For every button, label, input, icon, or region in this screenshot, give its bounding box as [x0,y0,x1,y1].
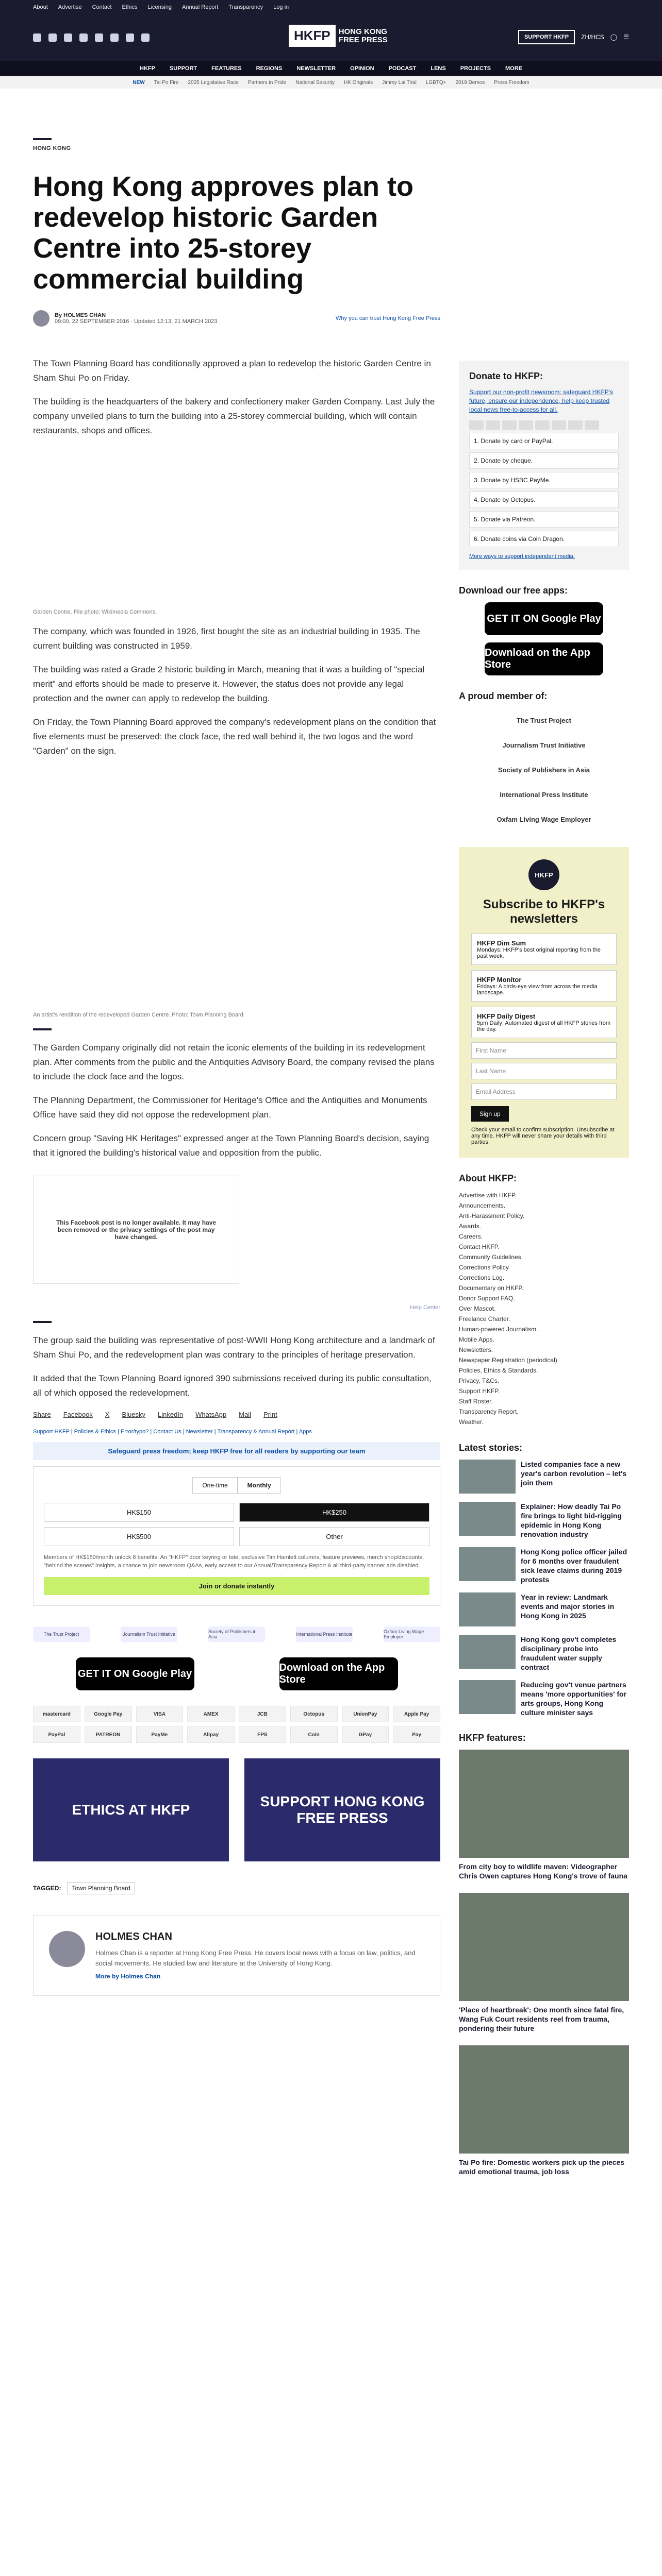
share-mail[interactable]: Mail [239,1411,251,1418]
util-login[interactable]: Log in [273,4,289,10]
header-actions [518,30,629,44]
sidebar-donate-text[interactable]: Support our non-profit newsroom: safeguard HKFP's future, ensure our independence, help keep trusted local news free-to-access for all. [469,388,614,413]
subnav-item[interactable]: HK Originals [343,79,373,86]
card-icon [486,420,500,430]
onetime-option[interactable]: One-time [192,1477,237,1494]
publish-date: 09:00, 22 SEPTEMBER 2016 · Updated 12:13, 21 MARCH 2023 [55,318,218,325]
feature-image[interactable] [459,2045,629,2154]
amex-icon: AMEX [187,1706,235,1722]
story-title[interactable]: Explainer: How deadly Tai Po fire brings to light bid-rigging epidemic in Hong Kong renovation industry [521,1502,622,1538]
divider [33,1028,52,1030]
paragraph: It added that the Town Planning Board ignored 390 submissions received during its public consultation, all of which opposed the redevelopment. [33,1374,432,1398]
sopa-logo[interactable]: Society of Publishers in Asia [208,1626,265,1642]
amount-option[interactable]: HK$500 [44,1527,234,1546]
trust-project-logo[interactable]: The Trust Project [516,716,572,724]
card-icon [535,420,550,430]
image-caption: An artist's rendition of the redeveloped Garden Centre. Photo: Town Planning Board. [33,1012,245,1018]
coin-icon: Coin [290,1726,338,1743]
jti-logo[interactable]: Journalism Trust Initiative [502,741,586,749]
about-link[interactable]: Privacy, T&Cs. [459,1377,500,1384]
story-thumbnail [459,1547,516,1581]
donate-option[interactable]: 1. Donate by card or PayPal. [469,433,619,449]
card-icon [552,420,566,430]
member-badges [33,1626,440,1642]
paragraph: The building is the headquarters of the bakery and confectionery maker Garden Company. Last July the company unveiled plans to turn the building into a 25-storey commercial building, which will contain restaurants, shops and offices. [33,397,435,435]
newsletter-option[interactable]: HKFP Dim Sum Mondays: HKFP's best original reporting from the past week. [471,934,617,965]
about-link[interactable]: Mobile Apps. [459,1336,494,1343]
subnav-item[interactable]: LGBTQ+ [425,79,446,86]
octopus-icon: Octopus [290,1706,338,1722]
feature-title[interactable]: Tai Po fire: Domestic workers pick up the pieces amid emotional trauma, job loss [459,2158,625,2176]
payme-icon: PayMe [136,1726,184,1743]
feature-image[interactable] [459,1750,629,1858]
donate-option[interactable]: 6. Donate coins via Coin Dragon. [469,531,619,547]
card-icon [519,420,533,430]
logo-mark: HKFP [289,25,336,47]
nav-features[interactable]: FEATURES [211,65,242,72]
about-link[interactable]: Advertise with HKFP. [459,1192,517,1199]
feature-image[interactable] [459,1893,629,2001]
app-store-button[interactable]: Download on the App Store [279,1657,398,1690]
subnav-item[interactable]: Tai Po Fire [154,79,179,86]
share-facebook[interactable]: Facebook [63,1411,93,1418]
story-item[interactable] [459,1547,629,1584]
story-item[interactable] [459,1635,629,1672]
latest-stories [459,1443,629,1717]
subnav-item[interactable]: Jimmy Lai Trial [382,79,417,86]
subnav-item[interactable]: 2025 Legislative Race [188,79,239,86]
util-annual-report[interactable]: Annual Report [181,4,219,10]
sidebar-members [459,691,629,832]
gpay-icon: GPay [342,1726,389,1743]
support-promo[interactable]: SUPPORT HONG KONG FREE PRESS [244,1758,440,1861]
about-link[interactable]: Anti-Harassment Policy. [459,1212,525,1219]
share-label: Share [33,1411,51,1418]
paragraph: On Friday, the Town Planning Board approved the company's redevelopment plans on the condition that five elements must be preserved: the clock face, the red wall behind it, the two logos and the word "Garden" on the sign. [33,717,436,756]
story-item[interactable] [459,1592,629,1626]
divider [33,138,52,140]
about-link[interactable]: Transparency Report. [459,1408,519,1415]
hkfp-features [459,1733,629,2176]
story-title[interactable]: Listed companies face a new year's carbon revolution – let's join them [521,1460,627,1487]
amount-option[interactable]: HK$150 [44,1503,234,1522]
jti-logo[interactable]: Journalism Trust Initiative [121,1626,177,1642]
author-bio: Holmes Chan is a reporter at Hong Kong Free Press. He covers local news with a focus on law, politics, and social movements. He studied law and literature at the University of Hong Kong. [95,1949,416,1967]
donate-widget [33,1466,440,1606]
site-logo[interactable] [289,25,388,47]
share-linkedin[interactable]: LinkedIn [158,1411,184,1418]
subnav-item[interactable]: National Security [295,79,335,86]
paypal-icon: PayPal [33,1726,80,1743]
donate-option[interactable]: 5. Donate via Patreon. [469,511,619,528]
threads-icon[interactable] [79,33,88,42]
instagram-icon[interactable] [64,33,72,42]
share-bar [33,1411,440,1418]
card-icons [469,420,619,430]
facebook-icon[interactable] [33,33,41,42]
subnav-item[interactable]: Partners in Pride [247,79,287,86]
donate-banner[interactable]: Safeguard press freedom; keep HKFP free for all readers by supporting our team [33,1442,440,1460]
util-contact[interactable]: Contact [92,4,112,10]
story-item[interactable] [459,1502,629,1539]
about-list [459,1190,629,1427]
tagged-label: TAGGED: [33,1885,61,1892]
tag-link[interactable]: Town Planning Board [67,1882,135,1894]
email-input[interactable]: Email Address [471,1083,617,1100]
share-x[interactable]: X [105,1411,110,1418]
rss-icon[interactable] [126,33,134,42]
app-store-button[interactable]: Download on the App Store [485,642,603,675]
subnav-item[interactable]: 2019 Demos [455,79,485,86]
apps-title: Download our free apps: [459,585,568,596]
more-ways-link[interactable]: More ways to support independent media. [469,553,575,560]
feature-title[interactable]: From city boy to wildlife maven: Videographer Chris Owen captures Hong Kong's trove of fauna [459,1862,627,1880]
util-ethics[interactable]: Ethics [122,4,138,10]
sidebar-donate [459,361,629,570]
paragraph: The Planning Department, the Commissioner for Heritage's Office and the Antiquities and Monuments Office have said they did not oppose the redevelopment plan. [33,1095,427,1120]
sub-nav [0,76,662,89]
about-link[interactable]: Staff Roster. [459,1398,493,1405]
about-link[interactable]: Awards. [459,1223,482,1230]
nav-lens[interactable]: LENS [431,65,446,72]
share-whatsapp[interactable]: WhatsApp [195,1411,227,1418]
app-stores [33,1657,440,1690]
nav-opinion[interactable]: OPINION [350,65,374,72]
ipi-logo[interactable]: International Press Institute [500,790,588,799]
youtube-icon[interactable] [95,33,103,42]
feature-title[interactable]: 'Place of heartbreak': One month since fatal fire, Wang Fuk Court residents reel from trauma, pondering their future [459,2006,624,2032]
hkfp-logo: HKFP [528,859,559,890]
sidebar [459,361,629,2192]
util-licensing[interactable]: Licensing [147,4,172,10]
sopa-logo[interactable]: Society of Publishers in Asia [498,766,590,774]
new-label: NEW [133,79,145,86]
util-advertise[interactable]: Advertise [58,4,82,10]
promo-banners [33,1758,440,1861]
story-item[interactable] [459,1460,629,1494]
footer-links[interactable]: Support HKFP | Policies & Ethics | Error/typo? | Contact Us | Newsletter | Transparency & Annual Report | Apps [33,1429,312,1435]
signup-button[interactable]: Sign up [471,1106,509,1122]
paragraph: The Garden Company originally did not retain the iconic elements of the building in its redevelopment plan. After comments from the public and the Antiquities Advisory Board, the company revised the plans to include the clock face and the logos. [33,1043,435,1081]
support-hkfp-button[interactable]: SUPPORT HKFP [518,30,575,44]
fps-icon: FPS [239,1726,286,1743]
about-link[interactable]: Documentary on HKFP. [459,1284,524,1292]
mastercard-icon: mastercard [33,1706,80,1722]
story-thumbnail [459,1635,516,1669]
about-link[interactable]: Careers. [459,1233,483,1240]
card-icon [502,420,517,430]
oxfam-logo[interactable]: Oxfam Living Wage Employer [384,1626,440,1642]
about-link[interactable]: Human-powered Journalism. [459,1326,538,1333]
features-title: HKFP features: [459,1733,526,1743]
donate-option[interactable]: 2. Donate by cheque. [469,452,619,469]
story-title[interactable]: Reducing gov't venue partners means 'more opportunities' for arts groups, Hong Kong culture minister says [521,1681,627,1717]
main-nav [0,61,662,76]
account-icon[interactable]: ◯ [610,33,618,41]
patreon-icon: PATREON [85,1726,132,1743]
help-center-link[interactable]: Help Center [410,1304,440,1311]
language-switch[interactable]: ZH/HCS [581,33,604,41]
divider [33,1321,52,1323]
story-thumbnail [459,1502,516,1536]
latest-title: Latest stories: [459,1443,523,1453]
newsletter-option[interactable]: HKFP Monitor Fridays: A birds-eye view from across the media landscape. [471,970,617,1002]
byline [33,310,440,327]
first-name-input[interactable]: First Name [471,1042,617,1059]
sidebar-apps [459,585,629,675]
newsletter-title: Subscribe to HKFP's newsletters [483,897,605,926]
article-title: Hong Kong approves plan to redevelop historic Garden Centre into 25-storey commercial building [33,171,413,295]
paragraph: Concern group "Saving HK Heritages" expressed anger at the Town Planning Board's decision, saying that it ignored the building's historical value and opposition from the public. [33,1133,429,1158]
newsletter-signup [459,847,629,1158]
category-kicker[interactable]: HONG KONG [33,145,71,151]
trust-project-logo[interactable]: The Trust Project [33,1626,90,1642]
paragraph: The group said the building was representative of post-WWII Hong Kong architecture and a landmark of Sham Shui Po, and the redevelopment plan was contrary to the principles of heritage preservation. [33,1335,435,1360]
about-link[interactable]: Freelance Charter. [459,1315,510,1323]
subnav-item[interactable]: Press Freedom [494,79,529,86]
search-icon[interactable] [141,33,150,42]
google-play-button[interactable]: GET IT ON Google Play [76,1657,194,1690]
linkedin-icon[interactable] [110,33,119,42]
article [33,138,440,1996]
amount-grid [44,1503,429,1546]
facebook-embed: This Facebook post is no longer available. It may have been removed or the privacy settings of the post may have changed. [33,1176,239,1284]
member-title: A proud member of: [459,691,548,701]
util-about[interactable]: About [33,4,48,10]
paragraph: The Town Planning Board has conditionally approved a plan to redevelop the historic Garden Centre in Sham Shui Po on Friday. [33,359,431,383]
article-image [33,450,440,605]
nav-regions[interactable]: REGIONS [256,65,283,72]
visa-icon: VISA [136,1706,184,1722]
member-benefits: Members of HK$150/month unlock 8 benefits: An "HKFP" door keyring or tote, exclusive Tim Hamlett columns, feature previews, merch shop/discounts, "behind the scenes" insights, a chance to join newsroom Q&As, early access to our Annual/Transparency Report & all third-party banner ads disabled. [44,1554,424,1569]
payment-methods [33,1706,440,1743]
share-bluesky[interactable]: Bluesky [122,1411,145,1418]
story-title[interactable]: Year in review: Landmark events and major stories in Hong Kong in 2025 [521,1593,615,1620]
about-link[interactable]: Policies, Ethics & Standards. [459,1367,538,1374]
about-link[interactable]: Weather. [459,1418,484,1426]
menu-icon[interactable]: ☰ [623,33,629,41]
nav-projects[interactable]: PROJECTS [460,65,491,72]
about-link[interactable]: Support HKFP. [459,1387,500,1395]
author-name[interactable]: By HOLMES CHAN [55,312,106,318]
author-box [33,1915,440,1996]
article-image [33,771,440,1008]
last-name-input[interactable]: Last Name [471,1063,617,1079]
author-box-name[interactable]: HOLMES CHAN [95,1931,172,1942]
about-link[interactable]: Corrections Log. [459,1274,505,1281]
apple-pay-icon: Apple Pay [393,1706,440,1722]
about-link[interactable]: Announcements. [459,1202,506,1209]
story-thumbnail [459,1460,516,1494]
about-link[interactable]: Contact HKFP. [459,1243,500,1250]
about-hkfp [459,1173,629,1427]
social-icons [33,33,150,42]
signup-note: Check your email to confirm subscription. Unsubscribe at any time. HKFP will never share your details with third parties. [471,1127,615,1145]
alipay-icon: Alipay [187,1726,235,1743]
util-transparency[interactable]: Transparency [228,4,263,10]
about-link[interactable]: Newsletters. [459,1346,493,1353]
newsletter-option[interactable]: HKFP Daily Digest 5pm Daily: Automated digest of all HKFP stories from the day. [471,1007,617,1038]
pay-icon: Pay [393,1726,440,1743]
paragraph: The building was rated a Grade 2 historic building in March, meaning that it was a building of "special merit" and efforts should be made to preserve it. However, the status does not provide any legal protection and the owner can apply to redevelop the building. [33,665,425,703]
about-link[interactable]: Newspaper Registration (periodical). [459,1357,559,1364]
nav-newsletter[interactable]: NEWSLETTER [296,65,336,72]
donate-option[interactable]: 4. Donate by Octopus. [469,492,619,508]
google-pay-icon: Google Pay [85,1706,132,1722]
about-title: About HKFP: [459,1173,517,1183]
story-thumbnail [459,1592,516,1626]
paragraph: The company, which was founded in 1926, first bought the site as an industrial building in 1935. The current building was constructed in 1959. [33,626,420,651]
donate-option[interactable]: 3. Donate by HSBC PayMe. [469,472,619,488]
jcb-icon: JCB [239,1706,286,1722]
story-title[interactable]: Hong Kong gov't completes disciplinary probe into fraudulent water supply contract [521,1635,617,1671]
card-icon [585,420,599,430]
frequency-toggle [44,1477,429,1494]
ipi-logo[interactable]: International Press Institute [296,1626,353,1642]
nav-hkfp[interactable]: HKFP [140,65,155,72]
tags [33,1882,440,1894]
nav-podcast[interactable]: PODCAST [388,65,417,72]
amount-option[interactable]: Other [239,1527,429,1546]
trust-link[interactable]: Why you can trust Hong Kong Free Press [336,315,440,321]
amount-option[interactable]: HK$250 [239,1503,429,1522]
about-link[interactable]: Donor Support FAQ. [459,1295,515,1302]
ethics-promo[interactable]: ETHICS AT HKFP [33,1758,229,1861]
story-thumbnail [459,1680,516,1714]
about-link[interactable]: Corrections Policy. [459,1264,510,1271]
unionpay-icon: UnionPay [342,1706,389,1722]
google-play-button[interactable]: GET IT ON Google Play [485,602,603,635]
nav-support[interactable]: SUPPORT [169,65,197,72]
card-icon [469,420,484,430]
nav-more[interactable]: MORE [505,65,522,72]
more-by-author-link[interactable]: More by Holmes Chan [95,1973,161,1980]
monthly-option[interactable]: Monthly [238,1477,281,1494]
oxfam-logo[interactable]: Oxfam Living Wage Employer [496,815,591,823]
image-caption: Garden Centre. File photo: Wikimedia Commons. [33,609,157,615]
card-icon [568,420,583,430]
utility-bar [0,0,662,14]
about-link[interactable]: Community Guidelines. [459,1253,523,1261]
author-avatar [33,310,49,327]
site-header [0,14,662,61]
join-donate-button[interactable]: Join or donate instantly [44,1577,429,1595]
about-link[interactable]: Over Mascot. [459,1305,496,1312]
author-avatar [49,1931,85,1967]
x-icon[interactable] [48,33,57,42]
logo-text: HONG KONG FREE PRESS [338,27,388,44]
sidebar-donate-title: Donate to HKFP: [469,371,543,381]
story-title[interactable]: Hong Kong police officer jailed for 6 months over fraudulent sick leave claims during 2019 protests [521,1548,627,1584]
share-print[interactable]: Print [263,1411,277,1418]
story-item[interactable] [459,1680,629,1717]
